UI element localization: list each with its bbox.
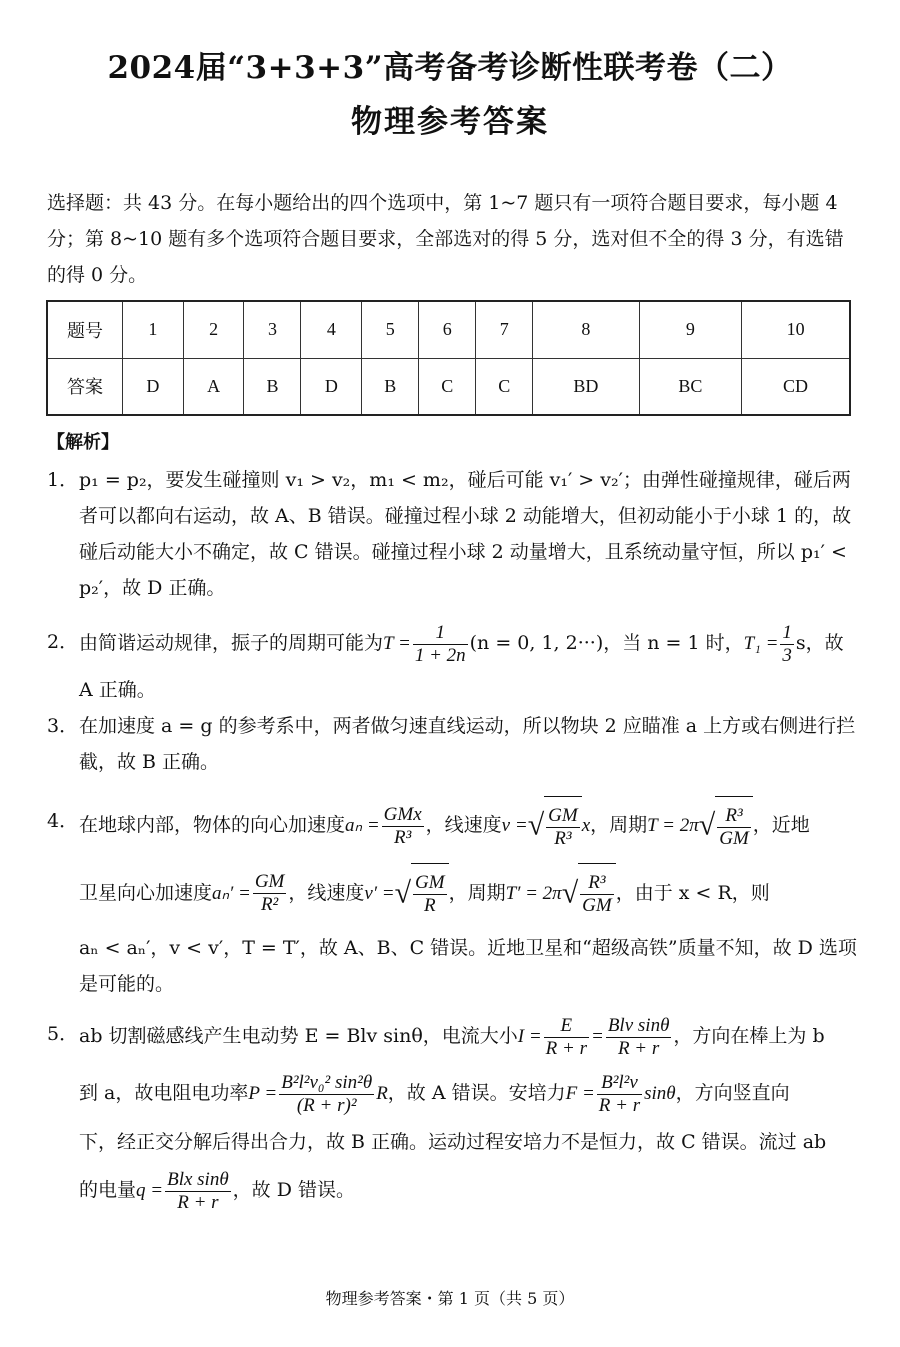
table-cell: 1 bbox=[123, 301, 184, 358]
item-number: 1． bbox=[47, 469, 79, 491]
item-text: ，方向竖直向 bbox=[675, 1082, 790, 1104]
item-text: ，故 A 错误。安培力 bbox=[387, 1082, 566, 1104]
item-line bbox=[79, 1008, 857, 1065]
item-line bbox=[79, 1162, 857, 1219]
table-cell: A bbox=[183, 358, 244, 415]
row-label: 答案 bbox=[47, 358, 123, 415]
item-body bbox=[79, 1008, 857, 1219]
item-text: ，近地 bbox=[752, 814, 810, 836]
table-cell: B bbox=[244, 358, 301, 415]
numerator: Blv sinθ bbox=[607, 1014, 670, 1036]
denominator: R³ bbox=[554, 827, 572, 849]
math-expr: sinθ bbox=[644, 1083, 676, 1104]
analysis-heading: 【解析】 bbox=[47, 432, 119, 453]
item-line bbox=[79, 795, 857, 857]
item-text: 由简谐运动规律，振子的周期可能为 bbox=[79, 632, 384, 654]
table-cell: 8 bbox=[533, 301, 639, 358]
item-body bbox=[79, 620, 857, 713]
denominator: R² bbox=[260, 894, 279, 916]
item-line bbox=[79, 863, 857, 925]
table-cell: D bbox=[301, 358, 362, 415]
item-text: 在加速度 a = g 的参考系中，两者做匀速直线运动，所以物块 2 应瞄准 a 上方或右侧进行拦截，故 B 正确。 bbox=[79, 715, 856, 773]
table-cell: 5 bbox=[362, 301, 419, 358]
sqrt: √ $\frac{\text{R³}}{GM}$ bbox=[699, 795, 753, 856]
analysis-item-1 bbox=[47, 462, 857, 606]
math-expr: T = 2π bbox=[647, 815, 699, 836]
item-text: ，故 D 错误。 bbox=[232, 1179, 355, 1201]
item-text: 在地球内部，物体的向心加速度 bbox=[79, 814, 346, 836]
fraction bbox=[382, 804, 424, 849]
denominator: R³ bbox=[394, 826, 412, 848]
item-text: ，线速度 bbox=[425, 814, 502, 836]
fraction bbox=[606, 1015, 672, 1060]
math-expr: x bbox=[581, 815, 591, 836]
answer-table bbox=[46, 300, 851, 416]
numerator: Blx sinθ bbox=[167, 1168, 229, 1190]
table-cell: 6 bbox=[419, 301, 476, 358]
table-cell: 3 bbox=[244, 301, 301, 358]
item-text: ，由于 x < R，则 bbox=[615, 881, 770, 904]
item-number: 5． bbox=[47, 1023, 79, 1045]
table-cell: 9 bbox=[639, 301, 742, 358]
item-text: p₁ = p₂，要发生碰撞则 v₁ > v₂，m₁ < m₂，碰后可能 v₁′ > v₂′；由弹性碰撞规律，碰后两者可以都向右运动，故 A、B 错误。碰撞过程小球 2 动能增大，但初动能小于小球 1 的，故碰后动能大小不确定，故 C 错误。碰撞过程小球 2 动量增大，且系统动量守恒，所以 p₁′ < p₂′，故 D 正确。 bbox=[79, 469, 852, 599]
table-row bbox=[47, 358, 850, 415]
table-cell: 4 bbox=[301, 301, 362, 358]
item-body bbox=[79, 795, 857, 1002]
numerator: GM bbox=[548, 804, 578, 826]
item-text: ，周期 bbox=[448, 881, 506, 904]
item-text: aₙ < aₙ′，v < v′，T = T′，故 A、B、C 错误。近地卫星和“超级高铁”质量不知，故 D 选项是可能的。 bbox=[79, 937, 857, 996]
table-cell: D bbox=[123, 358, 184, 415]
item-text: 下，经正交分解后得出合力，故 B 正确。运动过程安培力不是恒力，故 C 错误。流过 ab bbox=[79, 1131, 827, 1153]
denominator: R + r bbox=[177, 1191, 219, 1213]
item-text: s，故 A 正确。 bbox=[79, 632, 844, 701]
sqrt: √ $\frac{GM}{\text{R³}}$ bbox=[528, 795, 582, 856]
fraction bbox=[597, 1072, 642, 1117]
numerator: GMx bbox=[383, 803, 422, 825]
math-expr: T = bbox=[383, 633, 411, 654]
denominator: (R + r)² bbox=[296, 1094, 357, 1116]
item-number: 3． bbox=[47, 715, 79, 737]
intro-paragraph: 选择题：共 43 分。在每小题给出的四个选项中，第 1~7 题只有一项符合题目要求，每小题 4 分；第 8~10 题有多个选项符合题目要求，全部选对的得 5 分，选对但不全的得 3 分，有选错的得 0 分。 bbox=[47, 192, 844, 286]
numerator: E bbox=[544, 1015, 589, 1038]
fraction bbox=[165, 1169, 231, 1214]
fraction bbox=[546, 805, 580, 850]
fraction bbox=[413, 622, 468, 667]
analysis-item-4 bbox=[47, 795, 857, 1002]
numerator: R³ bbox=[580, 872, 614, 895]
denominator: 3 bbox=[782, 644, 792, 666]
table-cell: C bbox=[419, 358, 476, 415]
item-text: (n = 0, 1, 2···)，当 n = 1 时， bbox=[469, 632, 744, 654]
denominator: R + r bbox=[598, 1094, 641, 1116]
numerator: 1 bbox=[782, 621, 792, 643]
table-cell: 2 bbox=[183, 301, 244, 358]
row-label: 题号 bbox=[47, 301, 123, 358]
numerator: 1 bbox=[413, 622, 468, 645]
table-row bbox=[47, 301, 850, 358]
numerator: B²l²v bbox=[597, 1072, 642, 1095]
numerator: GM bbox=[254, 871, 285, 893]
fraction bbox=[544, 1015, 589, 1060]
math-expr: T′ = 2π bbox=[505, 882, 562, 904]
item-text: 卫星向心加速度 bbox=[79, 881, 213, 904]
fraction bbox=[279, 1072, 374, 1117]
analysis-item-3 bbox=[47, 708, 857, 780]
page-footer: 物理参考答案・第 1 页（共 5 页） bbox=[325, 1289, 575, 1308]
math-expr: q = bbox=[136, 1180, 164, 1201]
item-text: ，周期 bbox=[590, 814, 648, 836]
math-expr: P = bbox=[248, 1083, 278, 1104]
math-expr: F = bbox=[565, 1083, 595, 1104]
table-cell: BC bbox=[639, 358, 742, 415]
denominator: R bbox=[424, 895, 436, 917]
math-expr: aₙ = bbox=[345, 815, 380, 836]
item-text: ab 切割磁感线产生电动势 E = Blv sinθ，电流大小 bbox=[79, 1025, 518, 1047]
numerator: B²l²v₀² sin²θ bbox=[281, 1071, 373, 1093]
denominator: 1 + 2n bbox=[414, 644, 466, 666]
sqrt: √ $\frac{\text{R³}}{GM}$ bbox=[562, 863, 616, 924]
page-title: 2024届“3+3+3”高考备考诊断性联考卷（二） bbox=[107, 50, 793, 86]
item-text: 的电量 bbox=[79, 1179, 137, 1201]
numerator: R³ bbox=[717, 805, 751, 828]
analysis-item-5 bbox=[47, 1008, 857, 1219]
math-expr: I = bbox=[517, 1026, 542, 1047]
item-number: 4． bbox=[47, 810, 79, 832]
numerator: GM bbox=[415, 872, 445, 894]
denominator: GM bbox=[719, 827, 749, 849]
table-cell: C bbox=[476, 358, 533, 415]
math-expr: v = bbox=[501, 815, 528, 836]
page-subtitle: 物理参考答案 bbox=[351, 104, 549, 140]
item-text: 到 a，故电阻电功率 bbox=[79, 1082, 249, 1104]
math-expr: = bbox=[591, 1026, 604, 1047]
table-cell: CD bbox=[742, 358, 850, 415]
sqrt: √ $\frac{GM}{R}$ bbox=[395, 863, 449, 924]
denominator: GM bbox=[582, 895, 612, 917]
fraction bbox=[717, 805, 751, 850]
table-cell: 7 bbox=[476, 301, 533, 358]
analysis-item-2 bbox=[47, 620, 857, 713]
fraction bbox=[580, 872, 614, 917]
denominator: R + r bbox=[617, 1037, 660, 1059]
fraction bbox=[253, 871, 287, 916]
item-text: ，线速度 bbox=[288, 881, 365, 904]
math-expr: aₙ′ = bbox=[212, 882, 251, 904]
fraction bbox=[413, 872, 447, 917]
item-number: 2． bbox=[47, 631, 79, 653]
item-text: ，方向在棒上为 b bbox=[673, 1025, 825, 1047]
math-expr: v′ = bbox=[364, 882, 395, 904]
math-expr: T₁ = bbox=[743, 633, 779, 654]
table-cell: 10 bbox=[742, 301, 850, 358]
math-expr: R bbox=[376, 1083, 388, 1104]
denominator: R + r bbox=[545, 1037, 587, 1059]
fraction bbox=[780, 622, 794, 667]
item-line bbox=[79, 1065, 857, 1122]
table-cell: BD bbox=[533, 358, 639, 415]
table-cell: B bbox=[362, 358, 419, 415]
